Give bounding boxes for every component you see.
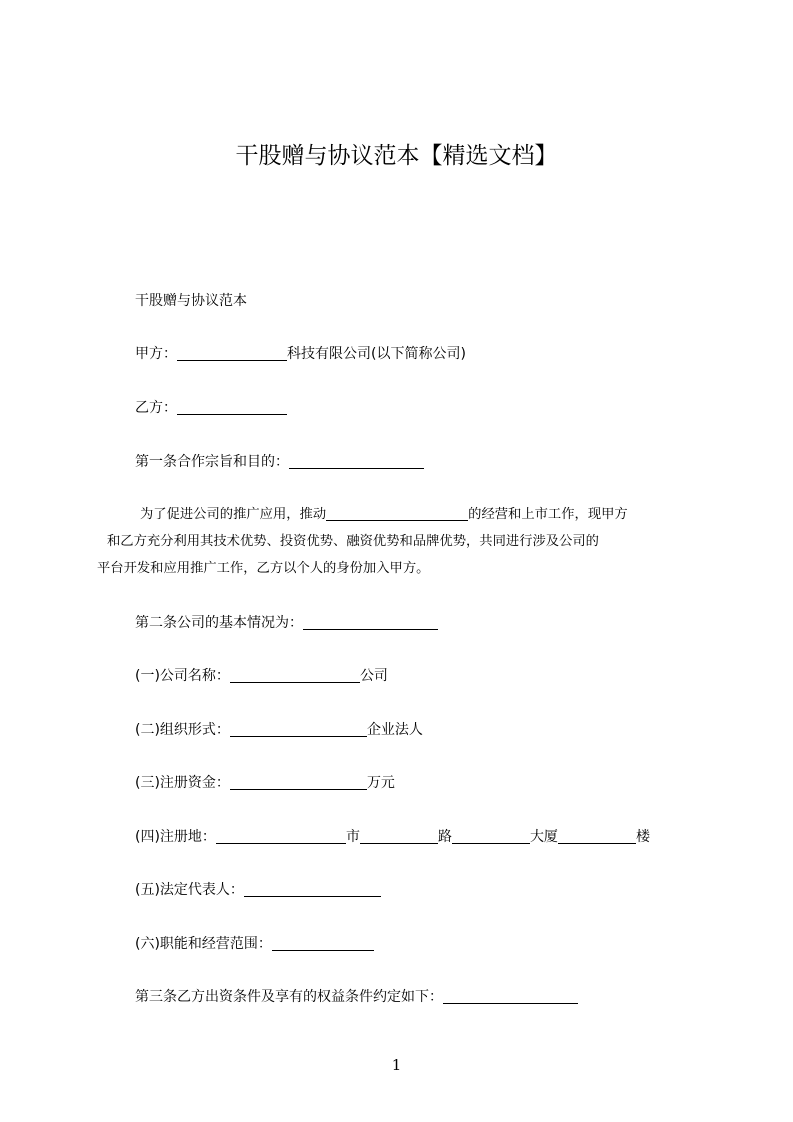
- item-4-city-blank: [216, 842, 346, 844]
- item-1-line: [135, 664, 388, 688]
- party-a-label: 甲方：: [135, 346, 177, 362]
- paragraph-1-prefix: 为了促进公司的推广应用，推动: [140, 507, 327, 522]
- item-3-suffix: 万元: [366, 775, 395, 791]
- item-6-line: [135, 932, 374, 956]
- item-4-city: 市: [345, 829, 360, 845]
- paragraph-1-line-3: 平台开发和应用推广工作，乙方以个人的身份加入甲方。: [97, 561, 430, 576]
- item-4-floor-blank: [558, 842, 636, 844]
- party-b-line: [135, 396, 287, 420]
- item-3-label: (三)注册资金：: [135, 775, 230, 791]
- item-5-line: [135, 878, 381, 902]
- item-3-line: [135, 771, 395, 795]
- article-3-blank: [443, 1002, 578, 1004]
- article-2-blank: [303, 628, 438, 630]
- item-4-label: (四)注册地：: [135, 829, 216, 845]
- item-4-road: 路: [437, 829, 452, 845]
- article-1-heading: 第一条合作宗旨和目的：: [135, 454, 289, 470]
- paragraph-1-suffix: 的经营和上市工作，现甲方: [468, 507, 628, 522]
- item-2-line: [135, 718, 423, 742]
- article-2-heading: 第二条公司的基本情况为：: [135, 615, 303, 631]
- party-a-line: [135, 342, 466, 366]
- item-6-blank: [272, 949, 374, 951]
- party-b-blank: [177, 413, 287, 415]
- article-1-blank: [289, 467, 424, 469]
- article-1-line: [135, 450, 424, 474]
- paragraph-1-line-1: [140, 503, 628, 527]
- item-4-road-blank: [360, 842, 438, 844]
- item-2-label: (二)组织形式：: [135, 722, 230, 738]
- item-4-building: 大厦: [529, 829, 558, 845]
- party-a-blank: [177, 359, 287, 361]
- party-b-label: 乙方：: [135, 400, 177, 416]
- article-2-line: [135, 611, 438, 635]
- document-title: 干股赠与协议范本【精选文档】: [235, 143, 558, 169]
- page-number: 1: [391, 1056, 402, 1074]
- paragraph-1-line-2: 和乙方充分利用其技术优势、投资优势、融资优势和品牌优势，共同进行涉及公司的: [107, 534, 599, 549]
- article-3-line: [135, 985, 578, 1009]
- item-2-suffix: 企业法人: [366, 722, 423, 738]
- item-1-blank: [230, 681, 360, 683]
- item-4-line: [135, 825, 650, 849]
- item-3-blank: [230, 788, 367, 790]
- item-4-building-blank: [452, 842, 530, 844]
- item-2-blank: [230, 735, 367, 737]
- subtitle: 干股赠与协议范本: [135, 293, 247, 309]
- item-1-suffix: 公司: [359, 668, 388, 684]
- article-3-heading: 第三条乙方出资条件及享有的权益条件约定如下：: [135, 989, 443, 1005]
- paragraph-1-blank: [326, 519, 468, 521]
- item-5-blank: [244, 895, 381, 897]
- party-a-suffix: 科技有限公司(以下简称公司): [287, 346, 466, 362]
- item-5-label: (五)法定代表人：: [135, 882, 244, 898]
- item-1-label: (一)公司名称：: [135, 668, 230, 684]
- item-6-label: (六)职能和经营范围：: [135, 936, 272, 952]
- item-4-floor: 楼: [635, 829, 650, 845]
